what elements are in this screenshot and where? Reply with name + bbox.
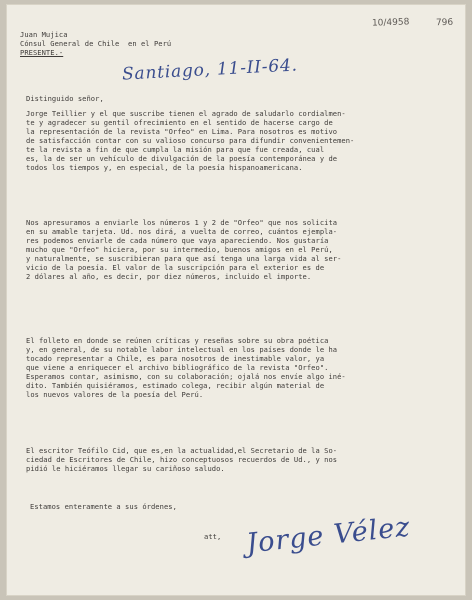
paragraph-line: y, en general, de su notable labor intelectual en los países donde le ha [26,345,338,354]
handwritten-signature: Jorge Vélez [244,511,412,560]
paragraph-line: de satisfacción contar con su valioso concurso para difundir convenientemen- [26,136,355,145]
paragraph-line: El escritor Teófilo Cid, que es,en la actualidad,el Secretario de la So- [26,446,338,455]
paragraph-line: Jorge Teillier y el que suscribe tienen el agrado de saludarlo cordialmen- [26,109,346,118]
paragraph-line: El folleto en donde se reúnen críticas y reseñas sobre su obra poética [26,336,329,345]
paragraph-line: 2 dólares al año, es decir, por diez números, incluido el importe. [26,272,312,281]
recipient-line-3: PRESENTE.- [20,48,64,57]
salutation: Distinguido señor, [26,94,104,103]
paragraph-line: te y agradecer su gentil ofrecimiento en el sentido de hacerse cargo de [26,118,333,127]
paragraph-line: todos los tiempos y, en especial, de la poesía hispanoamericana. [26,163,303,172]
signoff: att, [204,532,222,541]
paragraph-line: te la revista a fin de que cumpla la misión para que fue creada, cual [26,145,325,154]
paragraph-line: ciedad de Escritores de Chile, hizo conceptuosos recuerdos de Ud., y nos [26,455,338,464]
paragraph-line: la representación de la revista "Orfeo" en Lima. Para nosotros es motivo [26,127,338,136]
paragraph-line: dito. También quisiéramos, estimado colega, recibir algún material de [26,381,325,390]
paragraph-line: Nos apresuramos a enviarle los números 1 y 2 de "Orfeo" que nos solicita [26,218,338,227]
paragraph-line: pidió le hiciéramos llegar su cariñoso saludo. [26,464,225,473]
letter-sheet [6,4,466,596]
archive-id-mark: 10/4958 [371,17,410,29]
paragraph-line: tocado representar a Chile, es para nosotros de inestimable valor, ya [26,354,325,363]
paragraph-line: Esperamos contar, asimismo, con su colaboración; ojalá nos envíe algo iné- [26,372,346,381]
handwritten-date: Santiago, 11-II-64. [121,55,299,85]
paragraph-line: los nuevos valores de la poesía del Perú. [26,390,204,399]
paragraph-line: que viene a enriquecer el archivo bibliográfico de la revista "Orfeo". [26,363,329,372]
archive-page-mark: 796 [435,17,454,29]
closing-line: Estamos enteramente a sus órdenes, [30,502,177,511]
paragraph-line: en su amable tarjeta. Ud. nos dirá, a vuelta de correo, cuántos ejempla- [26,227,338,236]
paragraph-line: res podemos enviarle de cada número que vaya apareciendo. Nos gustaría [26,236,329,245]
recipient-line-1: Juan Mujica [20,30,68,39]
paragraph-line: vicio de la poesía. El valor de la suscripción para el exterior es de [26,263,325,272]
paragraph-line: es, la de ser un vehículo de divulgación de la poesía contemporánea y de [26,154,338,163]
paragraph-line: mucho que "Orfeo" hiciera, por su intermedio, buenos amigos en el Perú, [26,245,333,254]
recipient-line-2: Cónsul General de Chile en el Perú [20,39,172,48]
paragraph-line: y naturalmente, se suscribieran para que así tenga una larga vida al ser- [26,254,342,263]
